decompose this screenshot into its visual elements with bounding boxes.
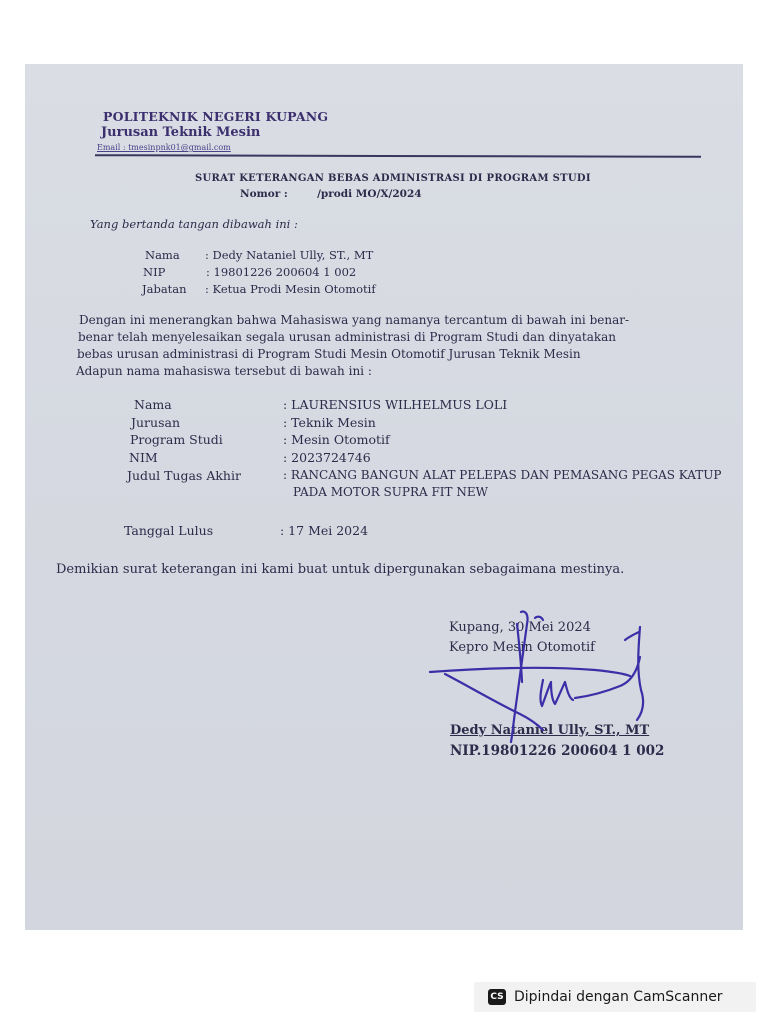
graduation-date-value: : 17 Mei 2024 (280, 523, 369, 538)
signature-stroke-5 (540, 680, 573, 706)
signatory-nip-label: NIP (143, 265, 166, 279)
letter-title: SURAT KETERANGAN BEBAS ADMINISTRASI DI PROGRAM STUDI (195, 173, 591, 184)
signature-stroke-1 (430, 668, 630, 676)
letter-number-label: Nomor : (240, 188, 288, 200)
camscanner-logo-icon: CS (488, 989, 506, 1005)
signature-role: Kepro Mesin Otomotif (449, 640, 595, 655)
closing-statement: Demikian surat keterangan ini kami buat untuk dipergunakan sebagaimana mestinya. (56, 562, 625, 577)
signatory-nip-value: : 19801226 200604 1 002 (206, 265, 357, 279)
letter-number-value: /prodi MO/X/2024 (317, 188, 422, 200)
signature-stroke-8 (625, 632, 639, 640)
student-name-label: Nama (134, 397, 172, 412)
signature-stroke-2 (445, 674, 543, 730)
statement-line-1: Dengan ini menerangkan bahwa Mahasiswa yang namanya tercantum di bawah ini benar- (79, 313, 630, 327)
signatory-name-label: Nama (145, 248, 180, 262)
student-thesis-value-line-2: PADA MOTOR SUPRA FIT NEW (293, 485, 488, 499)
letter-number (240, 188, 422, 200)
signatory-position-value: : Ketua Prodi Mesin Otomotif (205, 282, 376, 296)
student-name-value: : LAURENSIUS WILHELMUS LOLI (283, 397, 508, 412)
department-name: Jurusan Teknik Mesin (101, 125, 261, 140)
signatory-position-label: Jabatan (142, 282, 187, 296)
student-thesis-value: : RANCANG BANGUN ALAT PELEPAS DAN PEMASANG PEGAS KATUP (283, 468, 722, 482)
institution-name: POLITEKNIK NEGERI KUPANG (103, 109, 329, 124)
student-program-value: : Mesin Otomotif (283, 432, 390, 447)
signatory-nip: NIP.19801226 200604 1 002 (450, 743, 665, 759)
scanner-watermark-label: Dipindai dengan CamScanner (514, 989, 723, 1005)
graduation-date-label: Tanggal Lulus (124, 523, 214, 538)
scanned-letter-page (25, 64, 743, 930)
student-dept-value: : Teknik Mesin (283, 415, 376, 430)
student-nim-label: NIM (129, 450, 158, 465)
signature-stroke-9 (535, 617, 543, 620)
student-program-label: Program Studi (130, 432, 223, 447)
signature-place-date: Kupang, 30 Mei 2024 (449, 620, 591, 635)
statement-line-2: benar telah menyelesaikan segala urusan administrasi di Program Studi dan dinyatakan (78, 330, 617, 344)
handwritten-signature (425, 602, 665, 772)
signatory-name-value: : Dedy Nataniel Ully, ST., MT (205, 248, 374, 262)
letterhead-divider (95, 154, 701, 158)
signature-stroke-7 (637, 627, 643, 720)
intro-text: Yang bertanda tangan dibawah ini : (90, 217, 298, 231)
scanner-watermark-badge (474, 982, 756, 1012)
signature-stroke-6 (575, 657, 640, 698)
statement-line-3: bebas urusan administrasi di Program Studi Mesin Otomotif Jurusan Teknik Mesin (77, 347, 581, 361)
signature-stroke-3 (511, 612, 528, 743)
letterhead-email: Email : tmesinpnk01@gmail.com (97, 143, 231, 152)
student-thesis-label: Judul Tugas Akhir (127, 468, 241, 483)
signatory-full-name: Dedy Nataniel Ully, ST., MT (450, 723, 650, 738)
statement-line-4: Adapun nama mahasiswa tersebut di bawah ini : (76, 364, 372, 378)
student-dept-label: Jurusan (131, 415, 181, 430)
student-nim-value: : 2023724746 (283, 450, 371, 465)
